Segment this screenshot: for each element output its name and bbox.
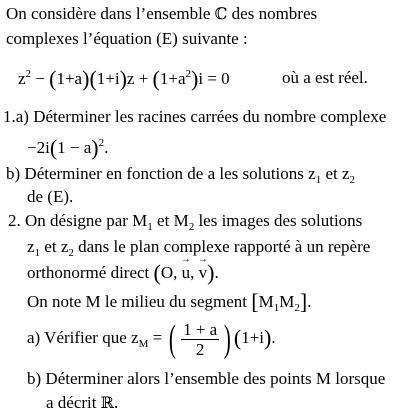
question-2: 2. On désigne par $M_1$ et $M_2$ les images des solutions [8,211,363,233]
fraction: $\frac{1 + a}{2}$ [183,319,218,359]
complex-set-symbol: ℂ [214,4,228,23]
equation-E: $z^2 - (1+a)(1+i)z + (1+a^2)i = 0$ [18,66,230,91]
question-text: Déterminer les racines carrées du nombre complexe [33,107,387,126]
question-text: Déterminer alors l’ensemble des points M lorsque [45,369,386,388]
question-2-line2: $z_1$ et $z_2$ dans le plan complexe rapporté à un repère [27,237,371,259]
question-2b-line2: a décrit ℝ. [46,393,119,412]
equation-condition: où a est réel. [282,68,368,87]
question-text: Déterminer en fonction de a les solutions [24,164,304,183]
question-1a [3,108,386,125]
real-set-symbol: ℝ [100,393,115,412]
question-1a-expression: $-2i(1 - a)^2$. [27,135,109,160]
question-1b-line2: de (E). [27,187,74,206]
question-2b [27,370,385,387]
intro-line-2: complexes l’équation (E) suivante : [6,29,248,48]
question-label: 1.a) [3,107,29,126]
question-2-line4: On note M le milieu du segment $[M_1M_2]$. [27,289,312,314]
question-label: b) [27,369,42,388]
question-2a: a) Vérifier que $z_M$ = ( $\frac{1 + a}{2}$ ) (1+i). [27,318,276,360]
question-1b: b) Déterminer en fonction de a les solutions $z_1$ et $z_2$ [6,164,356,186]
intro-text: On considère dans l’ensemble [6,4,215,23]
question-2-line3: orthonormé direct (O, → u, → v). [27,262,219,284]
intro-text-end: des nombres [227,4,318,23]
question-label: 2. [8,211,21,230]
question-label: b) [6,164,21,183]
question-label: a) [27,327,41,347]
question-text: Vérifier que [44,327,127,347]
equation-factor-1: 1+a [56,69,83,88]
intro-line-1 [6,5,317,22]
equation-z-squared: $z^2$ [18,68,32,88]
